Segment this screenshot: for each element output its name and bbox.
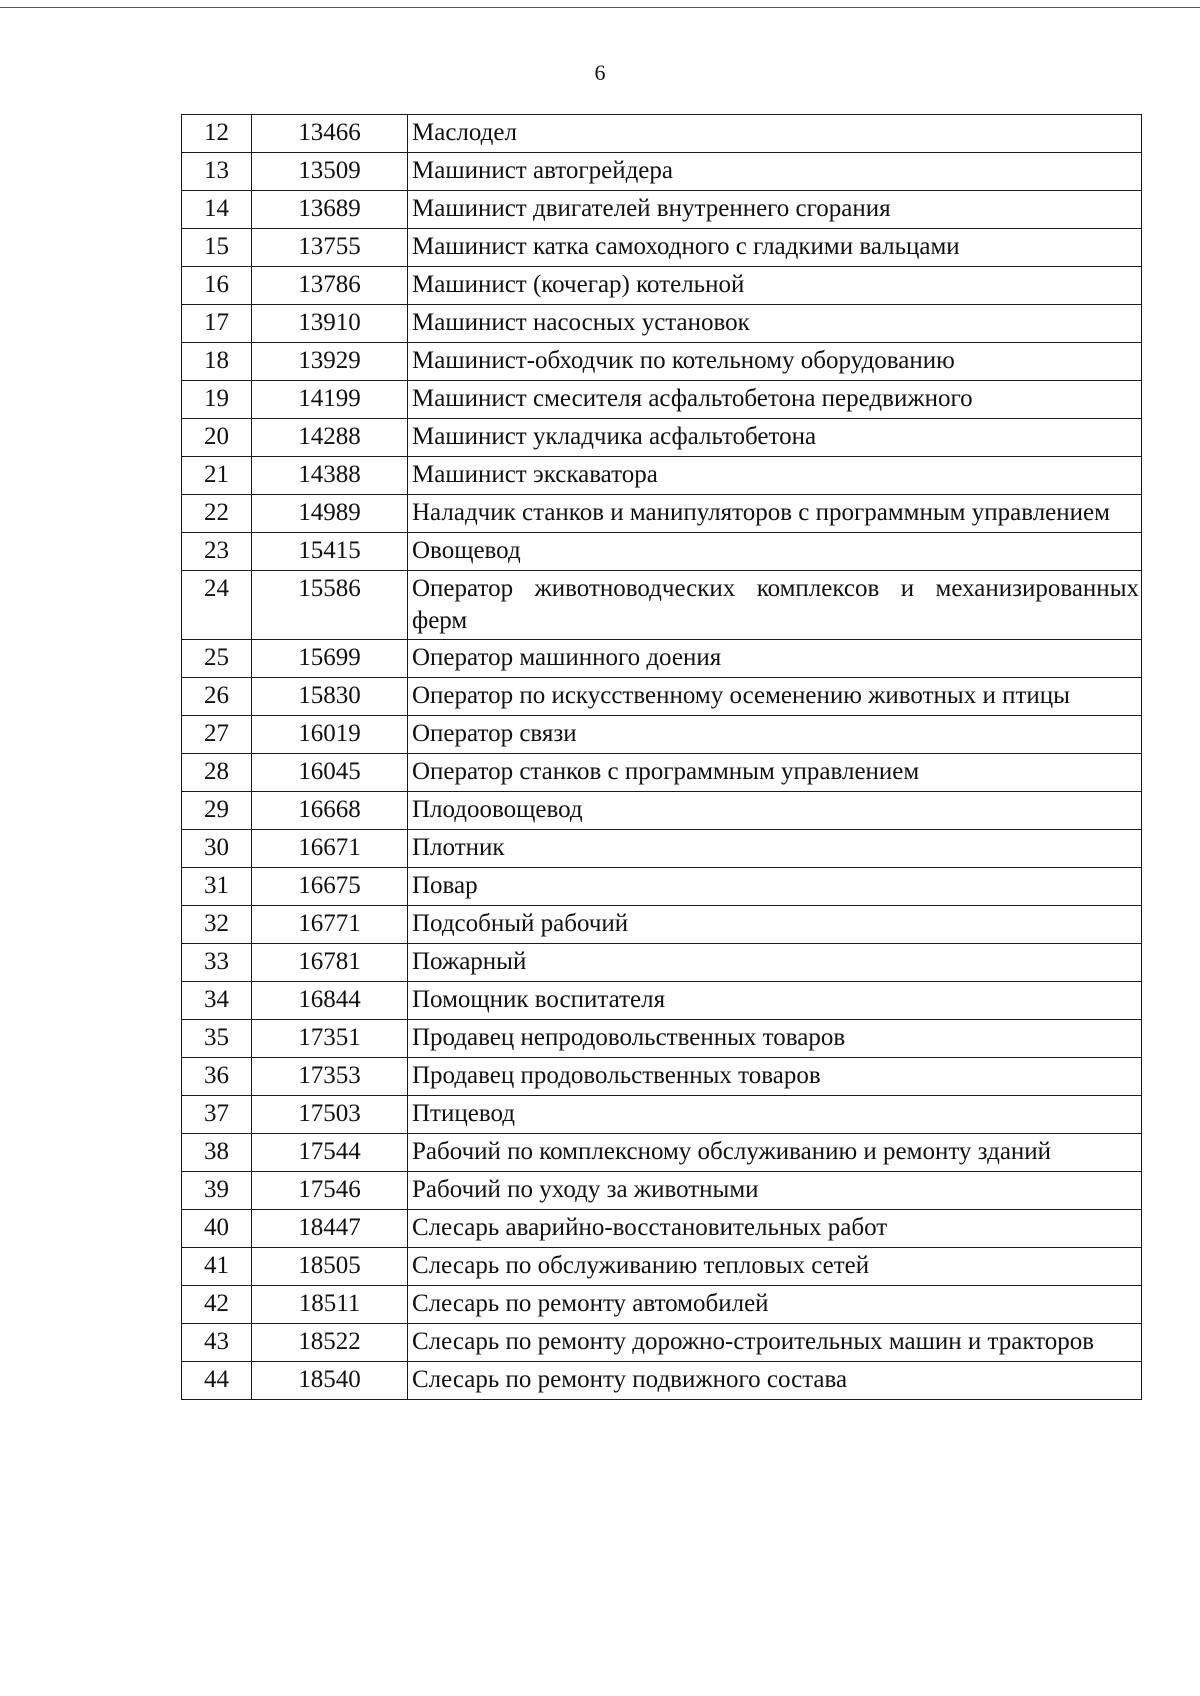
row-number-cell: 21 bbox=[182, 457, 252, 495]
profession-code-cell: 16771 bbox=[252, 906, 408, 944]
profession-name-cell: Пожарный bbox=[408, 944, 1142, 982]
profession-name-cell: Наладчик станков и манипуляторов с программным управлением bbox=[408, 495, 1142, 533]
row-number-cell: 34 bbox=[182, 982, 252, 1020]
profession-code-cell: 13786 bbox=[252, 267, 408, 305]
profession-name-cell: Машинист экскаватора bbox=[408, 457, 1142, 495]
profession-code-cell: 17546 bbox=[252, 1172, 408, 1210]
profession-code-cell: 13755 bbox=[252, 229, 408, 267]
header-rule bbox=[0, 7, 1200, 8]
profession-name-cell: Машинист (кочегар) котельной bbox=[408, 267, 1142, 305]
profession-code-cell: 16844 bbox=[252, 982, 408, 1020]
table-row bbox=[182, 571, 1142, 640]
table-row bbox=[182, 533, 1142, 571]
row-number-cell: 15 bbox=[182, 229, 252, 267]
profession-code-cell: 15586 bbox=[252, 571, 408, 640]
row-number-cell: 16 bbox=[182, 267, 252, 305]
profession-name-cell: Оператор связи bbox=[408, 716, 1142, 754]
profession-name-cell: Продавец продовольственных товаров bbox=[408, 1058, 1142, 1096]
profession-name-cell: Рабочий по комплексному обслуживанию и ремонту зданий bbox=[408, 1134, 1142, 1172]
row-number-cell: 14 bbox=[182, 191, 252, 229]
profession-name-cell: Машинист катка самоходного с гладкими вальцами bbox=[408, 229, 1142, 267]
profession-name-cell: Оператор станков с программным управлением bbox=[408, 754, 1142, 792]
table-row bbox=[182, 267, 1142, 305]
profession-code-cell: 18540 bbox=[252, 1362, 408, 1400]
row-number-cell: 37 bbox=[182, 1096, 252, 1134]
table-row bbox=[182, 1210, 1142, 1248]
profession-code-cell: 16019 bbox=[252, 716, 408, 754]
table-row bbox=[182, 495, 1142, 533]
profession-code-cell: 13466 bbox=[252, 115, 408, 153]
profession-name-cell: Птицевод bbox=[408, 1096, 1142, 1134]
profession-name-cell: Машинист смесителя асфальтобетона передвижного bbox=[408, 381, 1142, 419]
row-number-cell: 30 bbox=[182, 830, 252, 868]
row-number-cell: 35 bbox=[182, 1020, 252, 1058]
row-number-cell: 27 bbox=[182, 716, 252, 754]
profession-code-cell: 13910 bbox=[252, 305, 408, 343]
row-number-cell: 25 bbox=[182, 640, 252, 678]
profession-code-cell: 17544 bbox=[252, 1134, 408, 1172]
row-number-cell: 43 bbox=[182, 1324, 252, 1362]
profession-code-cell: 16675 bbox=[252, 868, 408, 906]
row-number-cell: 22 bbox=[182, 495, 252, 533]
table-row bbox=[182, 678, 1142, 716]
profession-name-cell: Слесарь по обслуживанию тепловых сетей bbox=[408, 1248, 1142, 1286]
profession-name-cell: Рабочий по уходу за животными bbox=[408, 1172, 1142, 1210]
table-row bbox=[182, 1096, 1142, 1134]
table-row bbox=[182, 115, 1142, 153]
profession-code-cell: 17351 bbox=[252, 1020, 408, 1058]
profession-code-cell: 14199 bbox=[252, 381, 408, 419]
row-number-cell: 12 bbox=[182, 115, 252, 153]
row-number-cell: 23 bbox=[182, 533, 252, 571]
table-row bbox=[182, 229, 1142, 267]
profession-code-cell: 15830 bbox=[252, 678, 408, 716]
profession-code-cell: 15415 bbox=[252, 533, 408, 571]
profession-name-cell: Оператор машинного доения bbox=[408, 640, 1142, 678]
profession-name-cell: Подсобный рабочий bbox=[408, 906, 1142, 944]
row-number-cell: 26 bbox=[182, 678, 252, 716]
table-row bbox=[182, 1134, 1142, 1172]
profession-name-cell: Машинист-обходчик по котельному оборудованию bbox=[408, 343, 1142, 381]
row-number-cell: 38 bbox=[182, 1134, 252, 1172]
table-row bbox=[182, 716, 1142, 754]
profession-code-cell: 14288 bbox=[252, 419, 408, 457]
profession-code-cell: 18447 bbox=[252, 1210, 408, 1248]
row-number-cell: 44 bbox=[182, 1362, 252, 1400]
profession-name-cell: Машинист укладчика асфальтобетона bbox=[408, 419, 1142, 457]
profession-name-cell: Машинист двигателей внутреннего сгорания bbox=[408, 191, 1142, 229]
profession-code-cell: 14388 bbox=[252, 457, 408, 495]
row-number-cell: 18 bbox=[182, 343, 252, 381]
profession-code-cell: 15699 bbox=[252, 640, 408, 678]
table-row bbox=[182, 381, 1142, 419]
profession-name-cell: Машинист насосных установок bbox=[408, 305, 1142, 343]
profession-name-cell: Повар bbox=[408, 868, 1142, 906]
profession-name-cell: Машинист автогрейдера bbox=[408, 153, 1142, 191]
profession-code-cell: 16671 bbox=[252, 830, 408, 868]
table-row bbox=[182, 305, 1142, 343]
table-row bbox=[182, 1020, 1142, 1058]
row-number-cell: 40 bbox=[182, 1210, 252, 1248]
table-row bbox=[182, 1362, 1142, 1400]
page-number: 6 bbox=[594, 60, 606, 85]
profession-name-cell: Оператор по искусственному осеменению животных и птицы bbox=[408, 678, 1142, 716]
table-row bbox=[182, 1172, 1142, 1210]
table-row bbox=[182, 830, 1142, 868]
professions-table bbox=[181, 114, 1142, 1400]
table-row bbox=[182, 457, 1142, 495]
row-number-cell: 39 bbox=[182, 1172, 252, 1210]
table-row bbox=[182, 754, 1142, 792]
table-row bbox=[182, 982, 1142, 1020]
profession-name-cell: Слесарь по ремонту подвижного состава bbox=[408, 1362, 1142, 1400]
profession-code-cell: 17353 bbox=[252, 1058, 408, 1096]
profession-code-cell: 13509 bbox=[252, 153, 408, 191]
profession-code-cell: 16668 bbox=[252, 792, 408, 830]
profession-code-cell: 18505 bbox=[252, 1248, 408, 1286]
profession-name-cell: Плодоовощевод bbox=[408, 792, 1142, 830]
profession-code-cell: 16781 bbox=[252, 944, 408, 982]
row-number-cell: 33 bbox=[182, 944, 252, 982]
profession-name-cell: Продавец непродовольственных товаров bbox=[408, 1020, 1142, 1058]
profession-name-cell: Овощевод bbox=[408, 533, 1142, 571]
table-row bbox=[182, 868, 1142, 906]
table-row bbox=[182, 1286, 1142, 1324]
row-number-cell: 28 bbox=[182, 754, 252, 792]
profession-code-cell: 13929 bbox=[252, 343, 408, 381]
profession-name-cell: Слесарь аварийно-восстановительных работ bbox=[408, 1210, 1142, 1248]
table-row bbox=[182, 906, 1142, 944]
row-number-cell: 20 bbox=[182, 419, 252, 457]
table-row bbox=[182, 419, 1142, 457]
row-number-cell: 13 bbox=[182, 153, 252, 191]
row-number-cell: 29 bbox=[182, 792, 252, 830]
row-number-cell: 17 bbox=[182, 305, 252, 343]
table-row bbox=[182, 1324, 1142, 1362]
profession-name-cell: Маслодел bbox=[408, 115, 1142, 153]
table-row bbox=[182, 153, 1142, 191]
profession-code-cell: 14989 bbox=[252, 495, 408, 533]
profession-code-cell: 13689 bbox=[252, 191, 408, 229]
profession-name-cell: Оператор животноводческих комплексов и механизированных ферм bbox=[408, 571, 1142, 640]
professions-table-body bbox=[182, 115, 1142, 1400]
profession-code-cell: 18522 bbox=[252, 1324, 408, 1362]
row-number-cell: 24 bbox=[182, 571, 252, 640]
row-number-cell: 19 bbox=[182, 381, 252, 419]
profession-code-cell: 18511 bbox=[252, 1286, 408, 1324]
table-row bbox=[182, 640, 1142, 678]
profession-name-cell: Помощник воспитателя bbox=[408, 982, 1142, 1020]
profession-code-cell: 17503 bbox=[252, 1096, 408, 1134]
profession-name-cell: Слесарь по ремонту автомобилей bbox=[408, 1286, 1142, 1324]
profession-name-cell: Плотник bbox=[408, 830, 1142, 868]
row-number-cell: 32 bbox=[182, 906, 252, 944]
table-row bbox=[182, 792, 1142, 830]
row-number-cell: 36 bbox=[182, 1058, 252, 1096]
table-row bbox=[182, 1058, 1142, 1096]
profession-code-cell: 16045 bbox=[252, 754, 408, 792]
table-row bbox=[182, 944, 1142, 982]
table-row bbox=[182, 343, 1142, 381]
profession-name-cell: Слесарь по ремонту дорожно-строительных машин и тракторов bbox=[408, 1324, 1142, 1362]
row-number-cell: 42 bbox=[182, 1286, 252, 1324]
table-row bbox=[182, 191, 1142, 229]
table-row bbox=[182, 1248, 1142, 1286]
row-number-cell: 31 bbox=[182, 868, 252, 906]
row-number-cell: 41 bbox=[182, 1248, 252, 1286]
